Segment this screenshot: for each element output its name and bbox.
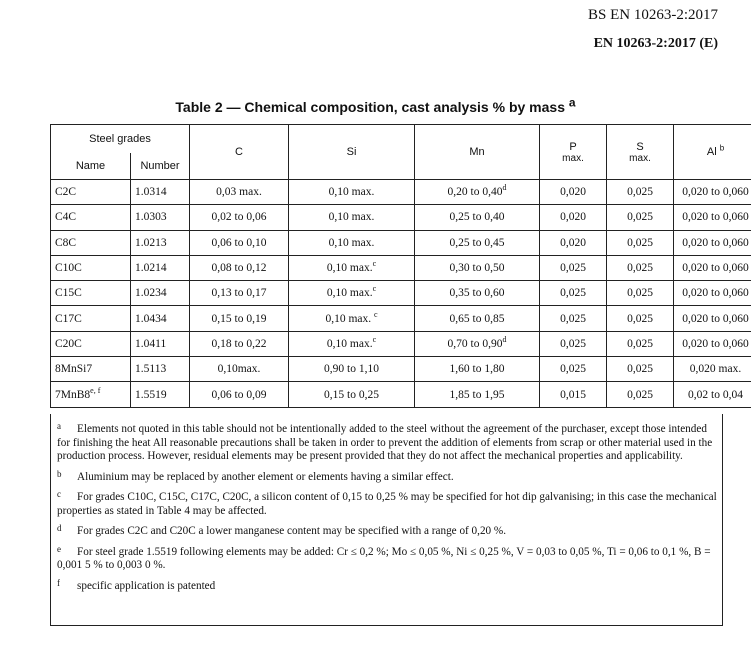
cell-p-value: 0,025	[560, 262, 586, 275]
p-header	[540, 125, 607, 180]
footnote-mark: a	[57, 421, 61, 431]
cell-c-value: 0,02 to 0,06	[211, 211, 267, 224]
cell-number	[131, 205, 190, 230]
cell-al	[674, 230, 751, 255]
cell-mn	[415, 357, 540, 382]
cell-mn	[415, 306, 540, 331]
footnote-mark: b	[57, 468, 62, 479]
cell-si	[289, 357, 415, 382]
cell-al-value: 0,020 to 0,060	[682, 312, 749, 325]
chemical-composition-table	[50, 124, 751, 408]
cell-p-value: 0,025	[560, 287, 586, 300]
table-row	[51, 205, 751, 230]
si-header: Si	[289, 125, 415, 180]
cell-c	[190, 357, 289, 382]
cell-p-value: 0,025	[560, 363, 586, 376]
footnote-d	[57, 525, 718, 539]
cell-si-value: 0,10 max.	[326, 262, 373, 275]
cell-name-value: C10C	[55, 262, 82, 275]
number-header: Number	[131, 153, 190, 180]
cell-name	[51, 281, 131, 306]
cell-p	[540, 382, 607, 407]
cell-al	[674, 331, 751, 356]
cell-c	[190, 180, 289, 205]
cell-al	[674, 357, 751, 382]
table-row	[51, 230, 751, 255]
cell-name	[51, 180, 131, 205]
footnote-mark: d	[502, 335, 507, 345]
footnote-text: For grades C2C and C20C a lower manganese content may be specified with a range of 0,20 %.	[77, 525, 507, 537]
cell-name	[51, 357, 131, 382]
cell-s-value: 0,025	[627, 388, 653, 401]
footnote-e	[57, 543, 718, 573]
cell-mn-value: 0,30 to 0,50	[449, 262, 505, 275]
cell-al	[674, 205, 751, 230]
cell-name-value: C2C	[55, 186, 77, 199]
cell-mn	[415, 255, 540, 280]
cell-si	[289, 306, 415, 331]
table-row	[51, 331, 751, 356]
cell-si-value: 0,10 max.	[326, 287, 373, 300]
cell-number	[131, 357, 190, 382]
cell-s-value: 0,025	[627, 312, 653, 325]
s-header-max: max.	[629, 152, 651, 164]
cell-s-value: 0,025	[627, 211, 653, 224]
cell-al-value: 0,020 max.	[689, 363, 742, 376]
cell-s-value: 0,025	[627, 186, 653, 199]
footnote-text: specific application is patented	[77, 579, 216, 592]
cell-c	[190, 281, 289, 306]
cell-name-value: 8MnSi7	[55, 363, 93, 376]
cell-number	[131, 255, 190, 280]
s-header	[607, 125, 674, 180]
cell-name	[51, 382, 131, 407]
cell-name	[51, 306, 131, 331]
footnote-text: For grades C10C, C15C, C17C, C20C, a silicon content of 0,15 to 0,25 % may be specified for hot dip galvanising; in this case the mechanical properties as stated in Table 4 may be affected.	[57, 491, 717, 517]
footnote-f	[57, 577, 718, 594]
cell-name-value: C17C	[55, 312, 82, 325]
steel-grades-header: Steel grades	[51, 125, 190, 153]
standard-reference: BS EN 10263-2:2017	[587, 7, 718, 23]
cell-name	[51, 255, 131, 280]
cell-c-value: 0,03 max.	[216, 186, 262, 199]
cell-c	[190, 205, 289, 230]
footnote-mark: c	[57, 489, 61, 499]
table-row	[51, 255, 751, 280]
cell-number-value: 1.0434	[135, 312, 167, 325]
al-header-footnote-mark: b	[719, 143, 725, 153]
cell-mn	[415, 331, 540, 356]
cell-number	[131, 382, 190, 407]
cell-number	[131, 180, 190, 205]
footnote-text: For steel grade 1.5519 following elements may be added: Cr ≤ 0,2 %; Mo ≤ 0,05 %, Ni ≤ 0,25 %, V = 0,03 to 0,05 %, Ti = 0,06 to 0,1 %, B = 0,001 5 % to 0,003 0 %.	[57, 545, 711, 571]
cell-mn	[415, 382, 540, 407]
footnote-mark: c	[372, 335, 377, 345]
p-header-max: max.	[562, 152, 584, 164]
footnote-mark: c	[372, 259, 377, 269]
cell-al	[674, 382, 751, 407]
cell-p-value: 0,025	[560, 337, 586, 350]
cell-p-value: 0,025	[560, 312, 586, 325]
cell-s-value: 0,025	[627, 363, 653, 376]
cell-si	[289, 281, 415, 306]
footnote-text: Elements not quoted in this table should not be intentionally added to the steel without the agreement of the purchaser, except those intended for finishing the heat All reasonable precautions shall be taken in order to prevent the addition of elements from scrap or other material used in the production process. However, residual elements may be present provided that they do not affect the mechanical properties and applicability.	[57, 423, 713, 462]
cell-number-value: 1.0303	[135, 211, 167, 224]
cell-c-value: 0,13 to 0,17	[211, 287, 267, 300]
cell-name	[51, 331, 131, 356]
footnote-b	[57, 468, 718, 485]
table-title	[0, 95, 751, 115]
cell-p	[540, 230, 607, 255]
al-header-label: Al	[706, 146, 717, 158]
cell-c	[190, 331, 289, 356]
cell-number	[131, 281, 190, 306]
cell-c-value: 0,18 to 0,22	[211, 337, 267, 350]
table-title-footnote-mark: a	[568, 95, 576, 110]
cell-number-value: 1.0213	[135, 236, 167, 249]
table-row	[51, 306, 751, 331]
table-row	[51, 180, 751, 205]
cell-name	[51, 230, 131, 255]
cell-al-value: 0,020 to 0,060	[682, 236, 749, 249]
cell-c	[190, 306, 289, 331]
cell-s	[607, 306, 674, 331]
cell-number-value: 1.0314	[135, 186, 167, 199]
cell-name-value: C20C	[55, 337, 82, 350]
cell-p	[540, 331, 607, 356]
cell-si	[289, 230, 415, 255]
cell-al	[674, 180, 751, 205]
name-header: Name	[51, 153, 131, 180]
cell-p	[540, 357, 607, 382]
cell-s	[607, 180, 674, 205]
cell-si	[289, 331, 415, 356]
cell-s	[607, 230, 674, 255]
table-row	[51, 281, 751, 306]
cell-si-value: 0,15 to 0,25	[324, 388, 379, 401]
c-header: C	[190, 125, 289, 180]
cell-mn-value: 1,85 to 1,95	[449, 388, 505, 401]
cell-s-value: 0,025	[627, 337, 653, 350]
cell-mn-value: 0,25 to 0,45	[449, 236, 505, 249]
footnote-mark: e, f	[90, 385, 101, 395]
cell-s	[607, 382, 674, 407]
cell-al-value: 0,020 to 0,060	[682, 262, 749, 275]
footnote-mark: e	[57, 543, 61, 554]
cell-mn-value: 1,60 to 1,80	[449, 363, 505, 376]
cell-al-value: 0,020 to 0,060	[682, 287, 749, 300]
cell-al-value: 0,020 to 0,060	[682, 211, 749, 224]
cell-p-value: 0,020	[560, 236, 586, 249]
cell-number-value: 1.0214	[135, 262, 167, 275]
table-row	[51, 382, 751, 407]
cell-si	[289, 382, 415, 407]
cell-number-value: 1.0411	[135, 337, 167, 350]
cell-si-value: 0,90 to 1,10	[324, 363, 379, 376]
cell-number-value: 1.5519	[135, 388, 167, 401]
cell-number	[131, 230, 190, 255]
cell-mn	[415, 205, 540, 230]
cell-name-value: C15C	[55, 287, 82, 300]
cell-p	[540, 205, 607, 230]
cell-si-value: 0,10 max.	[328, 211, 375, 224]
table-footnotes	[50, 414, 723, 626]
cell-al-value: 0,020 to 0,060	[682, 186, 749, 199]
footnote-mark: d	[502, 183, 507, 193]
cell-name-value: C8C	[55, 236, 77, 249]
cell-p-value: 0,015	[560, 388, 586, 401]
cell-si	[289, 255, 415, 280]
cell-p	[540, 306, 607, 331]
cell-si	[289, 180, 415, 205]
cell-mn-value: 0,25 to 0,40	[449, 211, 505, 224]
cell-s	[607, 255, 674, 280]
cell-mn-value: 0,65 to 0,85	[449, 312, 505, 325]
cell-al-value: 0,020 to 0,060	[682, 337, 749, 350]
cell-s	[607, 331, 674, 356]
cell-p	[540, 281, 607, 306]
footnote-mark: f	[57, 577, 60, 588]
cell-s-value: 0,025	[627, 236, 653, 249]
cell-name-value: C4C	[55, 211, 77, 224]
standard-reference-edition: EN 10263-2:2017 (E)	[593, 36, 718, 51]
cell-al	[674, 255, 751, 280]
cell-c-value: 0,08 to 0,12	[211, 262, 267, 275]
cell-s-value: 0,025	[627, 262, 653, 275]
cell-c-value: 0,06 to 0,10	[211, 236, 267, 249]
cell-s	[607, 357, 674, 382]
cell-mn-value: 0,70 to 0,90	[447, 337, 503, 350]
cell-c	[190, 230, 289, 255]
cell-si-value: 0,10 max.	[325, 312, 375, 325]
cell-s-value: 0,025	[627, 287, 653, 300]
cell-p	[540, 255, 607, 280]
s-header-label: S	[636, 140, 644, 153]
cell-al-value: 0,02 to 0,04	[688, 388, 743, 401]
cell-c-value: 0,15 to 0,19	[211, 312, 267, 325]
table-title-text: Table 2 — Chemical composition, cast analysis % by mass	[175, 99, 565, 115]
cell-si-value: 0,10 max.	[328, 186, 375, 199]
cell-al	[674, 306, 751, 331]
cell-p	[540, 180, 607, 205]
cell-mn	[415, 281, 540, 306]
cell-number-value: 1.0234	[135, 287, 167, 300]
cell-mn-value: 0,20 to 0,40	[447, 186, 503, 199]
mn-header: Mn	[415, 125, 540, 180]
cell-name	[51, 205, 131, 230]
footnote-text: Aluminium may be replaced by another element or elements having a similar effect.	[77, 470, 454, 483]
cell-mn	[415, 230, 540, 255]
cell-al	[674, 281, 751, 306]
cell-si-value: 0,10 max.	[326, 337, 373, 350]
cell-c	[190, 255, 289, 280]
cell-c-value: 0,06 to 0,09	[211, 388, 267, 401]
cell-c	[190, 382, 289, 407]
cell-mn	[415, 180, 540, 205]
footnote-c	[57, 491, 718, 518]
cell-p-value: 0,020	[560, 211, 586, 224]
al-header	[674, 125, 751, 180]
cell-number	[131, 306, 190, 331]
cell-si	[289, 205, 415, 230]
cell-si-value: 0,10 max.	[328, 236, 375, 249]
cell-name-value: 7MnB8	[55, 388, 91, 401]
footnote-mark: c	[372, 284, 377, 294]
table-row	[51, 357, 751, 382]
footnote-mark: d	[57, 523, 62, 533]
cell-number	[131, 331, 190, 356]
cell-p-value: 0,020	[560, 186, 586, 199]
cell-number-value: 1.5113	[135, 363, 167, 376]
footnote-a	[57, 423, 718, 464]
cell-mn-value: 0,35 to 0,60	[449, 287, 505, 300]
cell-c-value: 0,10max.	[217, 363, 261, 376]
footnote-mark: c	[374, 309, 378, 319]
p-header-label: P	[569, 140, 577, 153]
cell-s	[607, 205, 674, 230]
cell-s	[607, 281, 674, 306]
